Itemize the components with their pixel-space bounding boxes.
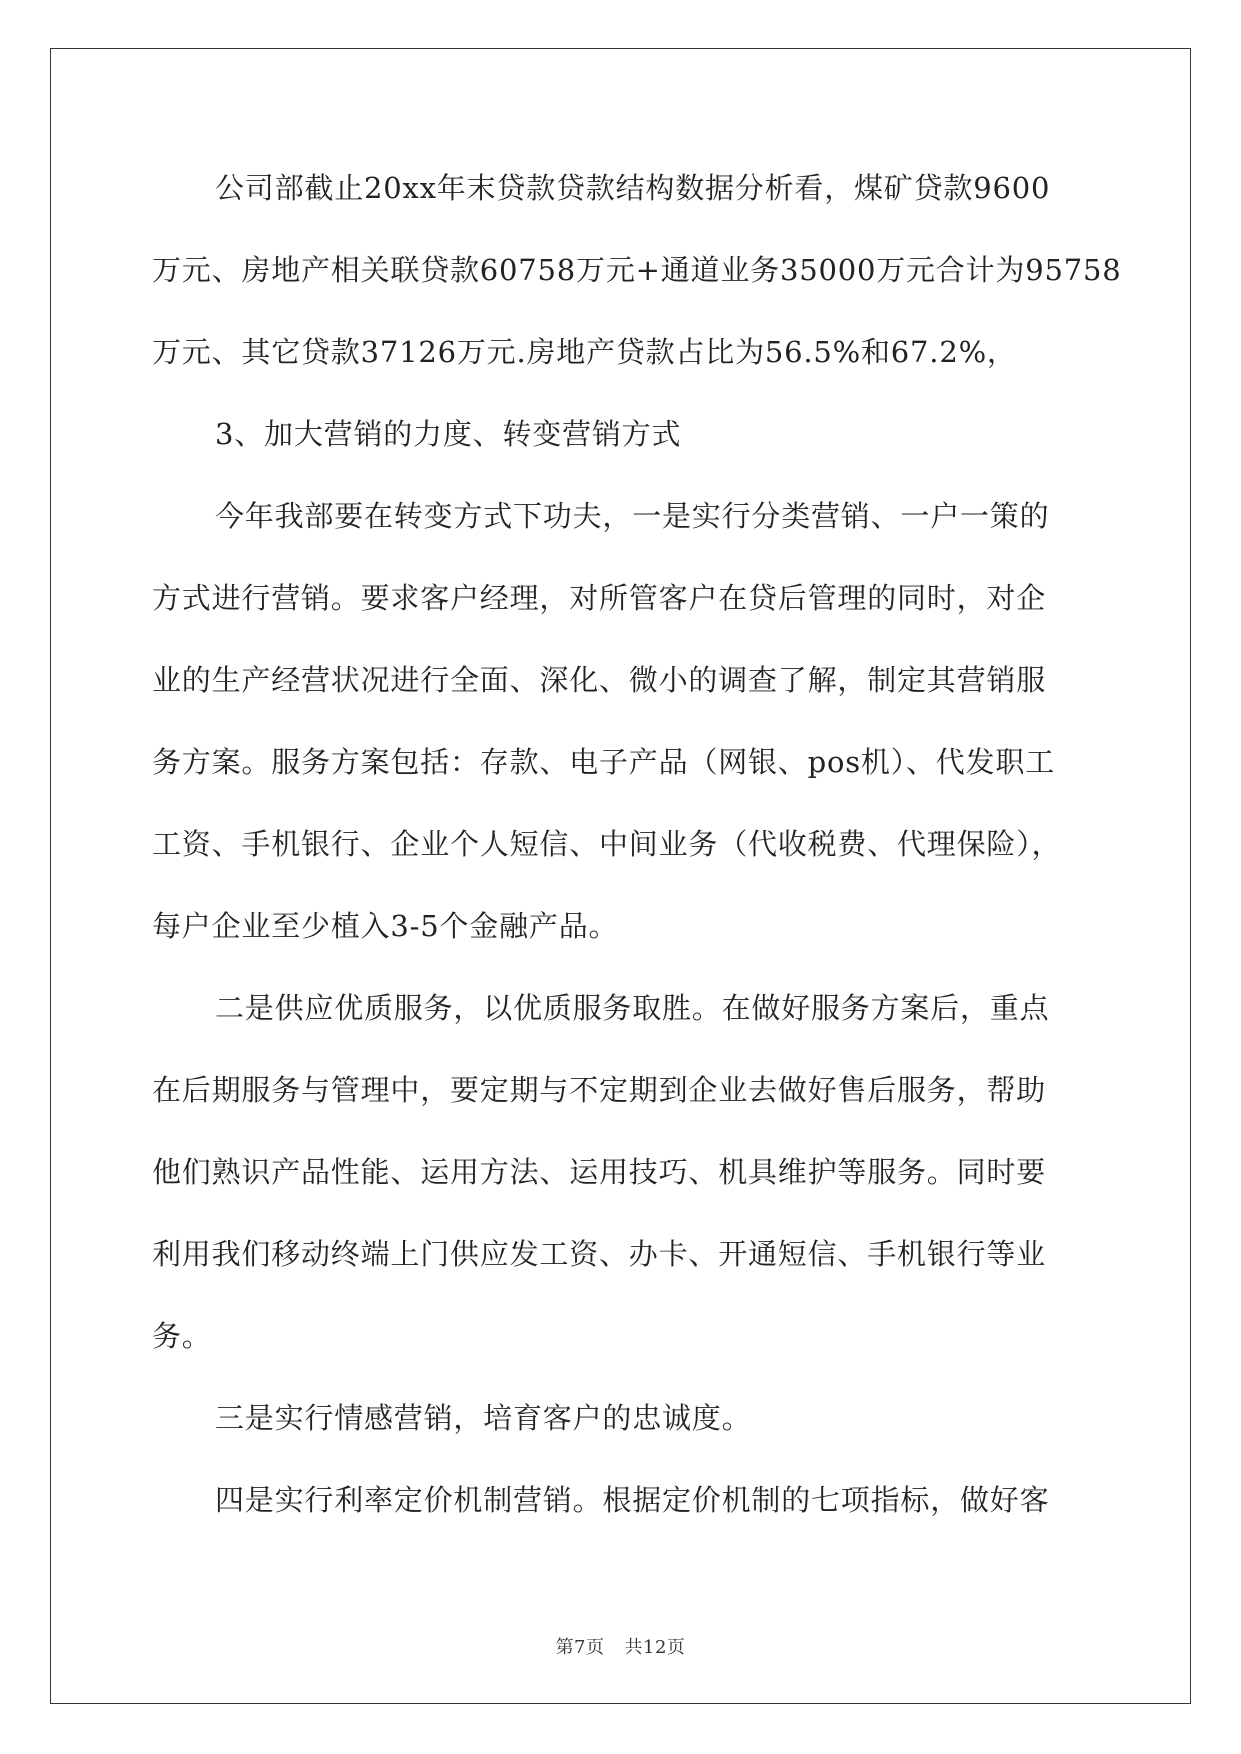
paragraph-line: 今年我部要在转变方式下功夫，一是实行分类营销、一户一策的	[215, 499, 1050, 533]
paragraph-line: 在后期服务与管理中，要定期与不定期到企业去做好售后服务，帮助	[152, 1073, 1047, 1107]
section-heading: 3、加大营销的力度、转变营销方式	[215, 417, 682, 451]
paragraph-line: 万元、其它贷款37126万元.房地产贷款占比为56.5%和67.2%，	[152, 335, 1017, 369]
paragraph-line: 他们熟识产品性能、运用方法、运用技巧、机具维护等服务。同时要	[152, 1155, 1047, 1189]
paragraph-line: 二是供应优质服务，以优质服务取胜。在做好服务方案后，重点	[215, 991, 1050, 1025]
page-total: 共12页	[624, 1637, 686, 1658]
document-body	[152, 162, 1122, 1556]
paragraph-line: 公司部截止20xx年末贷款贷款结构数据分析看，煤矿贷款9600	[215, 171, 1051, 205]
paragraph-line: 务。	[152, 1319, 212, 1353]
page-number: 第7页	[555, 1637, 605, 1658]
paragraph-line: 万元、房地产相关联贷款60758万元+通道业务35000万元合计为95758	[152, 253, 1122, 287]
paragraph-line: 每户企业至少植入3-5个金融产品。	[152, 909, 619, 943]
paragraph-line: 工资、手机银行、企业个人短信、中间业务（代收税费、代理保险），	[152, 827, 1062, 861]
paragraph-line: 务方案。服务方案包括：存款、电子产品（网银、pos机）、代发职工	[152, 745, 1056, 779]
page-footer	[0, 1633, 1241, 1659]
paragraph-line: 业的生产经营状况进行全面、深化、微小的调查了解，制定其营销服	[152, 663, 1047, 697]
paragraph-line: 利用我们移动终端上门供应发工资、办卡、开通短信、手机银行等业	[152, 1237, 1047, 1271]
paragraph-line: 四是实行利率定价机制营销。根据定价机制的七项指标，做好客	[215, 1483, 1050, 1517]
paragraph-line: 三是实行情感营销，培育客户的忠诚度。	[215, 1401, 752, 1435]
paragraph-line: 方式进行营销。要求客户经理，对所管客户在贷后管理的同时，对企	[152, 581, 1047, 615]
